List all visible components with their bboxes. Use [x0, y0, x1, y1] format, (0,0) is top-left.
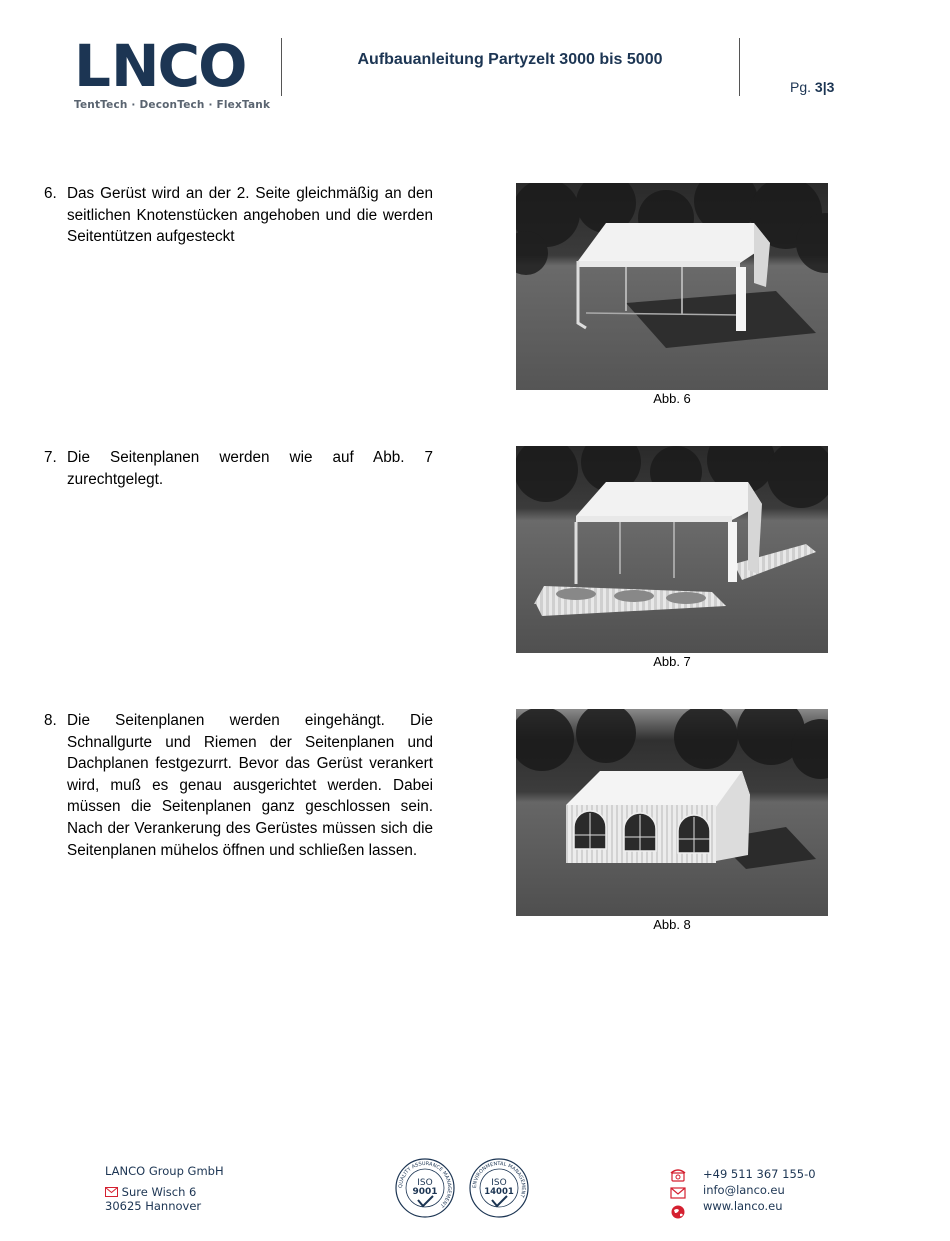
page-total: 3 [826, 79, 835, 95]
step-number: 8. [44, 712, 57, 729]
header-divider-left [281, 38, 282, 96]
step-7 [44, 447, 433, 490]
iso2-number: 14001 [484, 1187, 514, 1197]
logo-letter-l: L [74, 32, 109, 100]
footer-city: 30625 Hannover [105, 1199, 202, 1213]
document-title: Aufbauanleitung Partyzelt 3000 bis 5000 [357, 51, 663, 68]
page-current: 3 [814, 79, 823, 95]
page-separator: | [822, 79, 827, 95]
step-number: 7. [44, 449, 57, 466]
footer-email[interactable]: info@lanco.eu [703, 1183, 785, 1197]
caption-abb-7: Abb. 7 [653, 654, 691, 669]
footer-street: Sure Wisch 6 [121, 1185, 197, 1199]
iso1-label: ISO [417, 1178, 433, 1188]
phone-icon [670, 1168, 686, 1182]
page-prefix: Pg. [790, 79, 812, 95]
step-text: Das Gerüst wird an der 2. Seite gleichmäßig an den seitlichen Knotenstücken angehoben und die werden Seitentützen aufgesteckt [67, 185, 433, 246]
tent-sidewalls-photo [516, 446, 828, 653]
tent-frame-photo [516, 183, 828, 390]
iso1-ring-text: QUALITY ASSURANCE MANAGEMENT [397, 1160, 453, 1209]
lanco-logo [74, 32, 271, 111]
iso2-ring-text: ENVIRONMENTAL MANAGEMENT [471, 1160, 527, 1199]
iso2-label: ISO [491, 1178, 507, 1188]
header-divider-right [739, 38, 740, 96]
caption-abb-8: Abb. 8 [653, 917, 691, 932]
mail-icon [105, 1187, 118, 1197]
step-6 [44, 183, 433, 248]
iso-14001-seal-icon [469, 1158, 529, 1218]
photo-abb-7 [516, 446, 828, 653]
page-number [790, 79, 834, 95]
photo-abb-6 [516, 183, 828, 390]
logo-letters-nco: NCO [110, 32, 246, 100]
footer-street-line [105, 1185, 196, 1199]
logo-wordmark [74, 32, 246, 100]
globe-icon [670, 1205, 686, 1219]
iso-9001-seal-icon [395, 1158, 455, 1218]
logo-tagline: TentTech · DeconTech · FlexTank [74, 99, 271, 111]
footer-company: LANCO Group GmbH [105, 1164, 224, 1178]
step-text: Die Seitenplanen werden wie auf Abb. 7 zurechtgelegt. [67, 449, 433, 488]
footer-phone[interactable]: +49 511 367 155-0 [703, 1167, 816, 1181]
footer-web[interactable]: www.lanco.eu [703, 1199, 783, 1213]
step-text: Die Seitenplanen werden eingehängt. Die Schnallgurte und Riemen der Seitenplanen und Dachplanen festgezurrt. Bevor das Gerüst verankert wird, muß es genau ausgerichtet werden. Dabei müssen die Seitenplanen ganz geschlossen sein. Nach der Verankerung des Gerüstes müssen sich die Seitenplanen mühelos öffnen und schließen lassen. [67, 712, 433, 859]
tent-complete-photo [516, 709, 828, 916]
step-number: 6. [44, 185, 57, 202]
iso1-number: 9001 [412, 1187, 438, 1197]
caption-abb-6: Abb. 6 [653, 391, 691, 406]
photo-abb-8 [516, 709, 828, 916]
step-8 [44, 710, 433, 861]
envelope-icon [670, 1186, 686, 1200]
